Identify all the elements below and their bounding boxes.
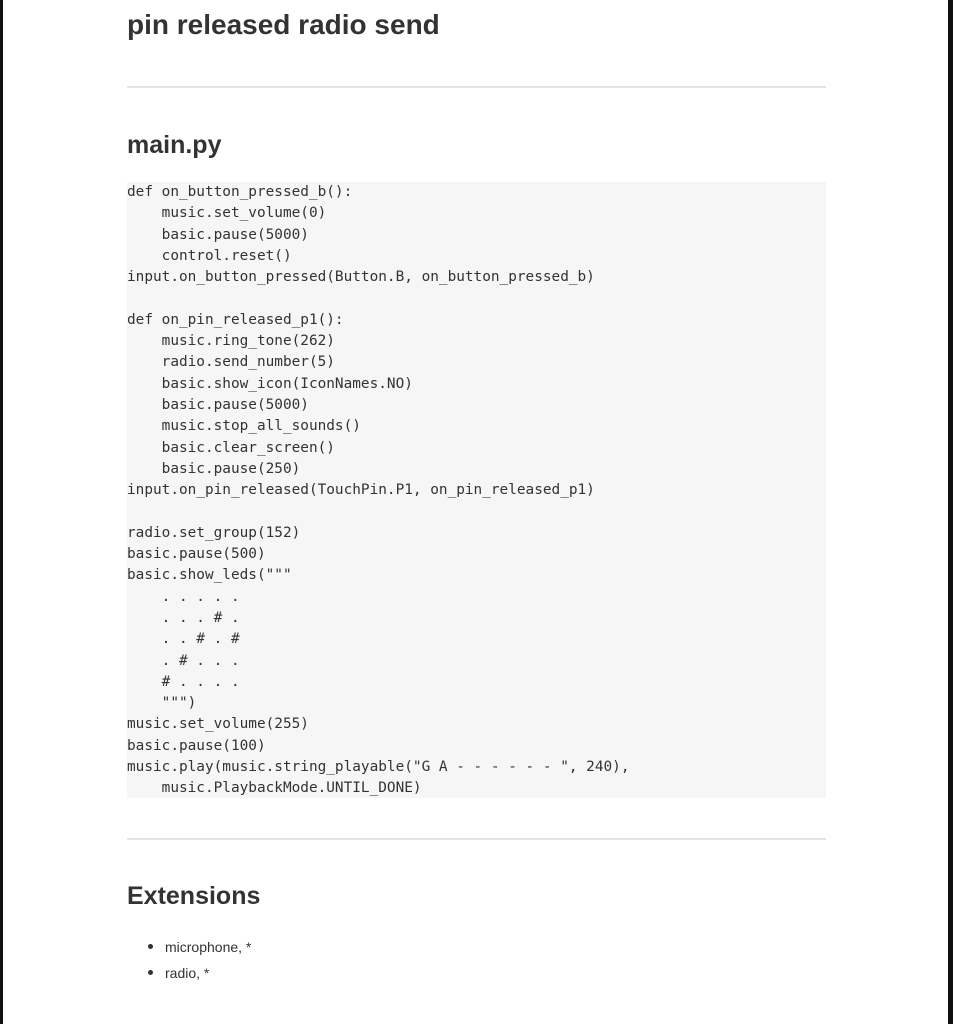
code-block [127,182,826,798]
extension-item-label: microphone, * [165,939,252,955]
code-text: def on_button_pressed_b(): music.set_volume(0) basic.pause(5000) control.reset() input.on_button_pressed(Button.B, on_button_pressed_b) def on_pin_released_p1(): music.ring_tone(262) radio.send_number(5) basic.show_icon(IconNames.NO) basic.pause(5000) music.stop_all_sounds() basic.clear_screen() basic.pause(250) input.on_pin_released(TouchPin.P1, on_pin_released_p1) radio.set_group(152) basic.pause(500) basic.show_leds(""" . . . . . . . . # . . . # . # . # . . . # . . . . """) music.set_volume(255) basic.pause(100) music.play(music.string_playable("G A - - - - - - ", 240), music.PlaybackMode.UNTIL_DONE) [127,184,630,797]
divider-bottom [127,838,826,840]
window-border-left [0,0,3,1024]
bullet-icon [148,944,153,949]
extension-item-label: radio, * [165,965,210,981]
code-file-heading: main.py [127,131,222,159]
extensions-heading: Extensions [127,882,261,910]
window-border-right [948,0,953,1024]
bullet-icon [148,970,153,975]
extensions-list [127,934,251,986]
page-title: pin released radio send [127,9,440,40]
divider-top [127,86,826,88]
extension-item-radio [165,960,251,986]
extension-item-microphone [165,934,251,960]
